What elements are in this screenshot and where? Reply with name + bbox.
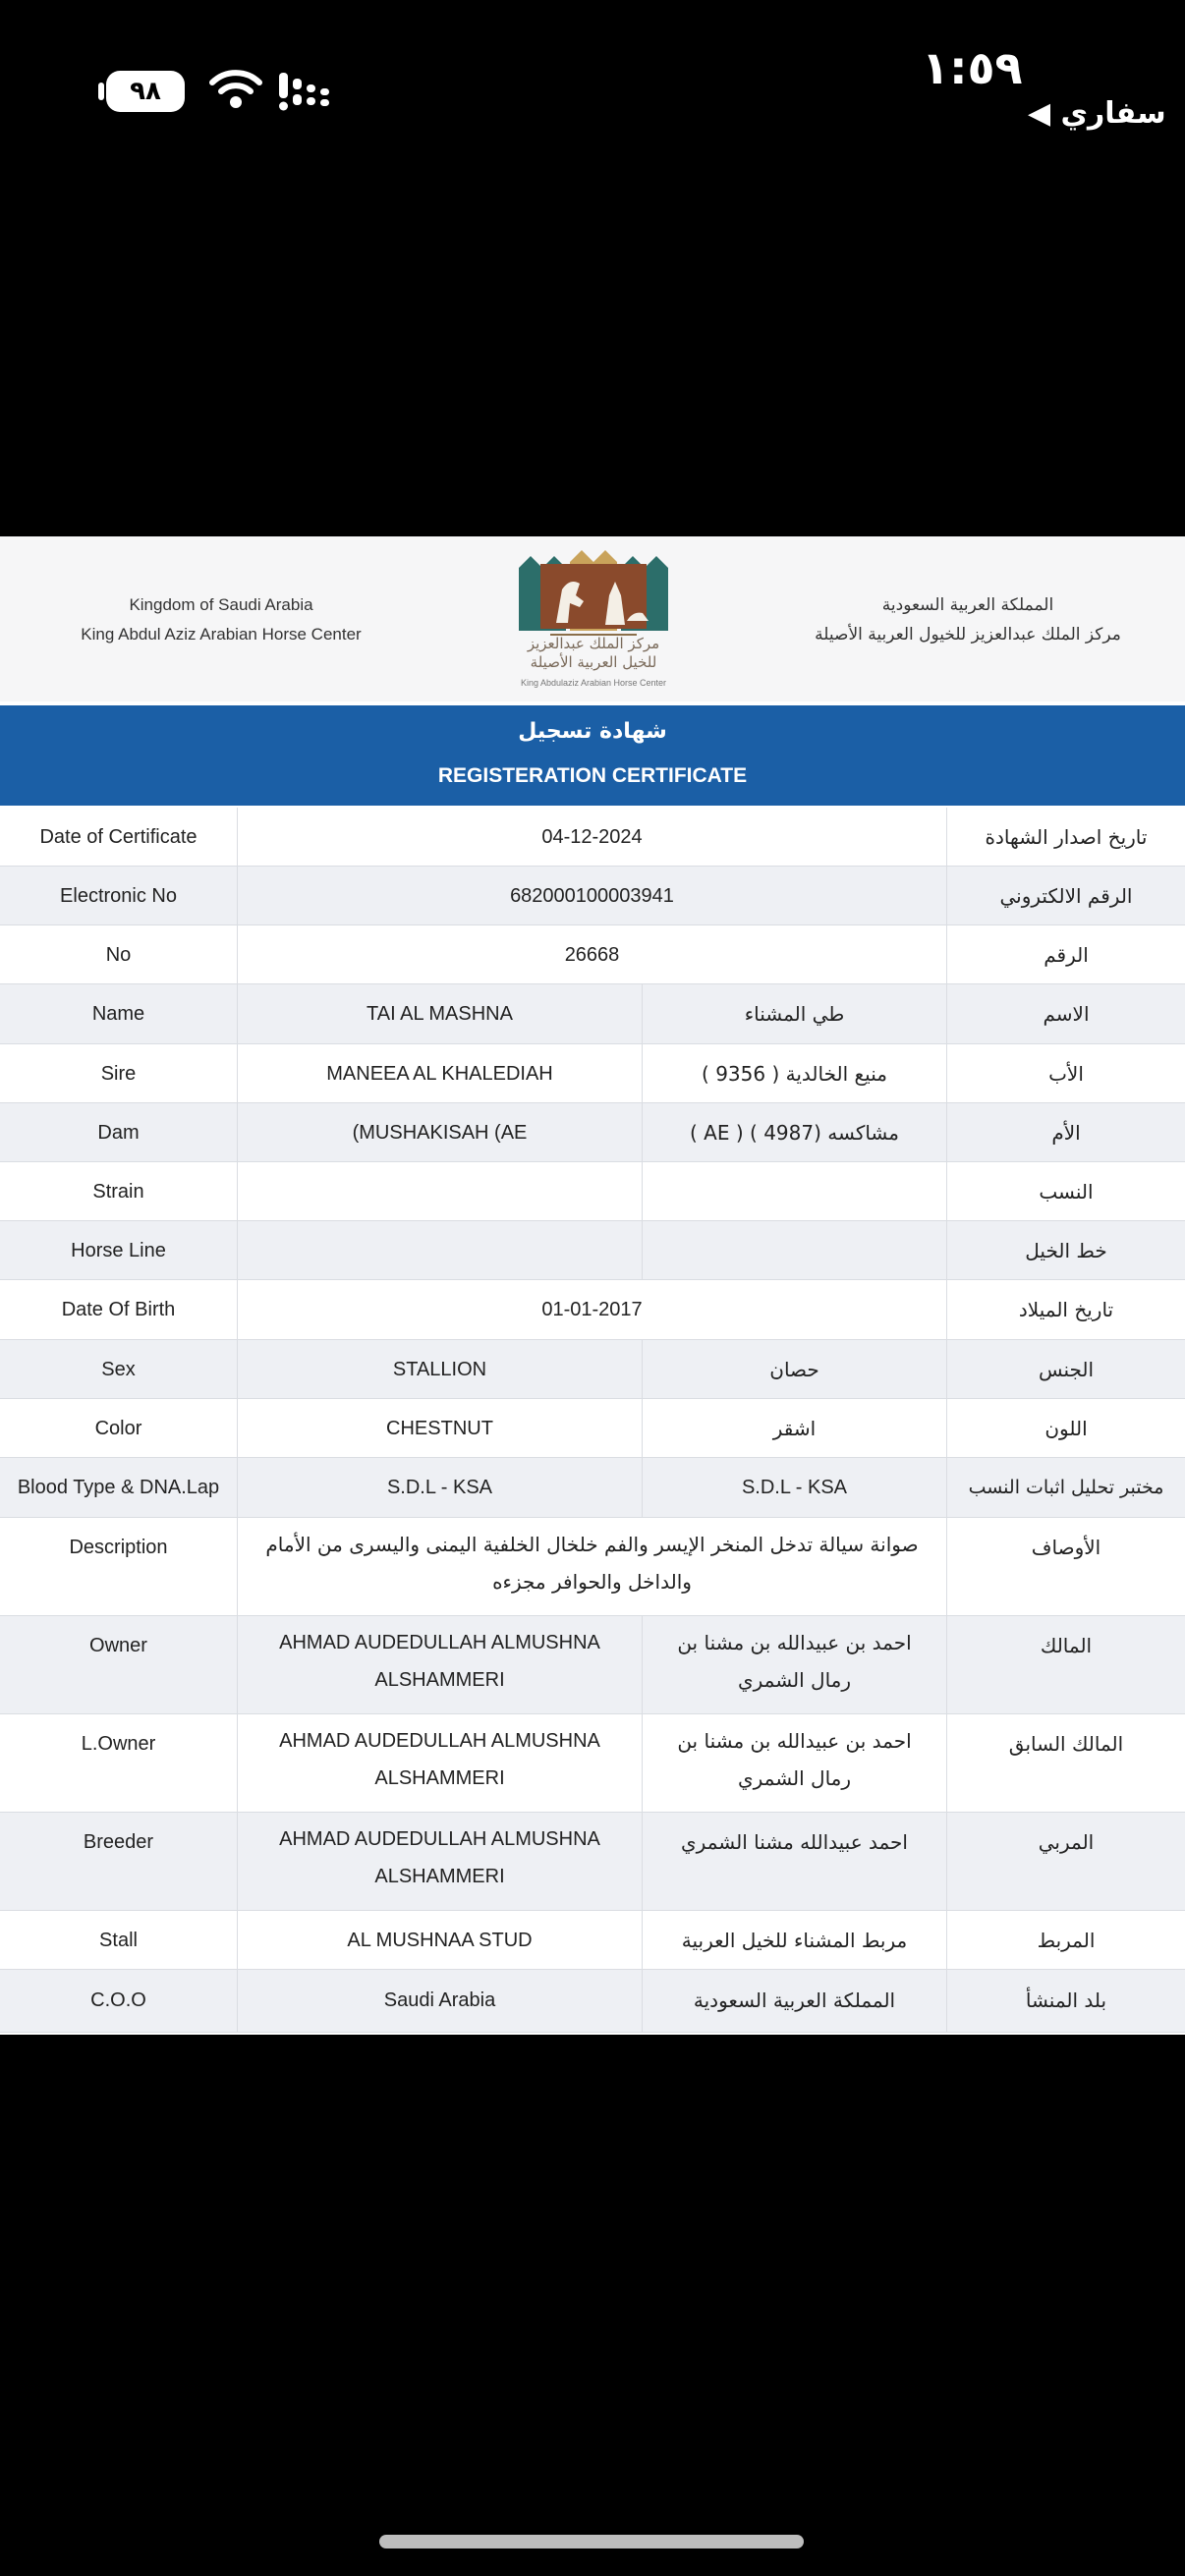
logo-english-text: King Abdulaziz Arabian Horse Center [520,678,667,688]
wifi-icon [208,69,263,110]
label-en: Sex [101,1359,136,1380]
row-strain [0,1162,1185,1221]
row-breeder [0,1813,1185,1911]
battery-icon: ٩٨ [106,71,185,112]
label-en: Description [69,1537,168,1558]
label-en: Sire [100,1063,137,1085]
value: 04-12-2024 [541,826,643,848]
label-ar: بلد المنشأ [1025,1988,1107,2012]
label-en: Date Of Birth [61,1299,176,1320]
row-electronic-no [0,867,1185,925]
row-color [0,1399,1185,1458]
value: 26668 [564,944,620,966]
value: صوانة سيالة تدخل المنخر الإيسر والفم خلخال الخلفية اليمنى واليسرى من الأمام والداخل والحوافر مجزءه [265,1533,919,1594]
label-ar: اللون [1044,1417,1088,1440]
value-ar: مربط المشناء للخيل العربية [681,1929,908,1952]
value-ar: احمد بن عبيدالله بن مشنا بن رمال الشمري [677,1729,912,1790]
clock: ١:٥٩ [922,41,1023,94]
label-ar: المالك [1040,1634,1093,1657]
value-ar: اشقر [772,1417,817,1440]
label-en: Breeder [83,1831,154,1853]
status-bar [0,0,1185,196]
value-ar: مشاكسه (4987 ) ( AE ) [690,1121,899,1145]
header-arabic [786,590,1150,649]
row-date-of-certificate [0,808,1185,867]
label-en: Dam [97,1122,140,1144]
label-en: Blood Type & DNA.Lap [17,1477,220,1498]
label-ar: مختبر تحليل اثبات النسب [968,1477,1164,1498]
certificate-document [0,536,1185,2035]
row-last-owner [0,1714,1185,1813]
row-description [0,1518,1185,1616]
row-sex [0,1340,1185,1399]
value-ar: احمد بن عبيدالله بن مشنا بن رمال الشمري [677,1631,912,1692]
value-en: TAI AL MASHNA [367,1003,513,1025]
label-en: Color [94,1418,142,1439]
header-english [39,590,403,649]
label-en: Stall [99,1930,138,1951]
horse-center-logo [511,542,676,700]
logo-arabic-text: مركز الملك عبدالعزيز للخيل العربية الأصيلة [527,635,660,671]
row-horse-line [0,1221,1185,1280]
row-no [0,925,1185,984]
label-ar: خط الخيل [1025,1239,1107,1262]
battery-tip [98,83,104,100]
value-en: CHESTNUT [386,1418,493,1439]
value: 01-01-2017 [541,1299,643,1320]
label-ar: تاريخ اصدار الشهادة [985,825,1148,849]
label-ar: الجنس [1038,1358,1095,1381]
value-en: MANEEA AL KHALEDIAH [326,1063,553,1085]
header-country-ar: المملكة العربية السعودية [881,595,1054,615]
home-indicator[interactable] [379,2535,804,2548]
value-ar: المملكة العربية السعودية [693,1988,896,2012]
label-ar: الأم [1051,1121,1081,1145]
value-en: STALLION [392,1359,487,1380]
label-ar: الرقم [1044,943,1089,967]
label-en: Owner [89,1635,147,1656]
label-en: Date of Certificate [39,826,198,848]
label-ar: المربي [1038,1830,1095,1854]
back-to-safari-link[interactable]: ◀ سفاري [1028,96,1166,131]
signal-icon [277,71,338,112]
label-en: Horse Line [71,1240,166,1261]
value-en: AL MUSHNAA STUD [347,1930,533,1951]
value-en: (MUSHAKISAH (AE [352,1122,528,1144]
value-ar: احمد عبيدالله مشنا الشمري [681,1830,908,1854]
row-blood-type [0,1458,1185,1518]
row-date-of-birth [0,1280,1185,1340]
header-center-en: King Abdul Aziz Arabian Horse Center [81,625,362,644]
label-ar: المربط [1037,1929,1096,1952]
row-country-of-origin [0,1970,1185,2033]
row-name [0,984,1185,1044]
label-en: No [105,944,132,966]
label-ar: النسب [1039,1180,1094,1204]
label-en: Strain [92,1181,144,1203]
value-ar: S.D.L - KSA [741,1477,848,1498]
label-en: Name [91,1003,145,1025]
title-english: REGISTERATION CERTIFICATE [437,764,748,787]
label-ar: الرقم الالكتروني [999,884,1133,908]
label-ar: تاريخ الميلاد [1018,1298,1114,1321]
value-ar: حصان [769,1358,819,1381]
header-country-en: Kingdom of Saudi Arabia [129,595,313,614]
value-en: AHMAD AUDEDULLAH ALMUSHNA ALSHAMMERI [279,1632,600,1691]
label-en: L.Owner [81,1733,156,1755]
row-owner [0,1616,1185,1714]
value-en: AHMAD AUDEDULLAH ALMUSHNA ALSHAMMERI [279,1730,600,1789]
value-en: Saudi Arabia [383,1989,496,2011]
value-en: AHMAD AUDEDULLAH ALMUSHNA ALSHAMMERI [279,1828,600,1887]
value: 682000100003941 [510,885,674,907]
row-stall [0,1911,1185,1970]
row-sire [0,1044,1185,1103]
value-en: S.D.L - KSA [386,1477,493,1498]
label-en: Electronic No [60,885,177,907]
label-en: C.O.O [90,1989,146,2011]
value-ar: منيع الخالدية ( 9356 ) [702,1062,887,1086]
header-center-ar: مركز الملك عبدالعزيز للخيول العربية الأصيلة [815,625,1121,644]
value-ar: طي المشناء [744,1002,845,1026]
certificate-header [0,536,1185,701]
title-arabic: شهادة تسجيل [518,719,667,744]
certificate-title-bar [0,705,1185,806]
label-ar: الأب [1048,1062,1084,1086]
row-dam [0,1103,1185,1162]
label-ar: المالك السابق [1008,1732,1124,1756]
label-ar: الاسم [1043,1002,1090,1026]
label-ar: الأوصاف [1031,1536,1101,1559]
